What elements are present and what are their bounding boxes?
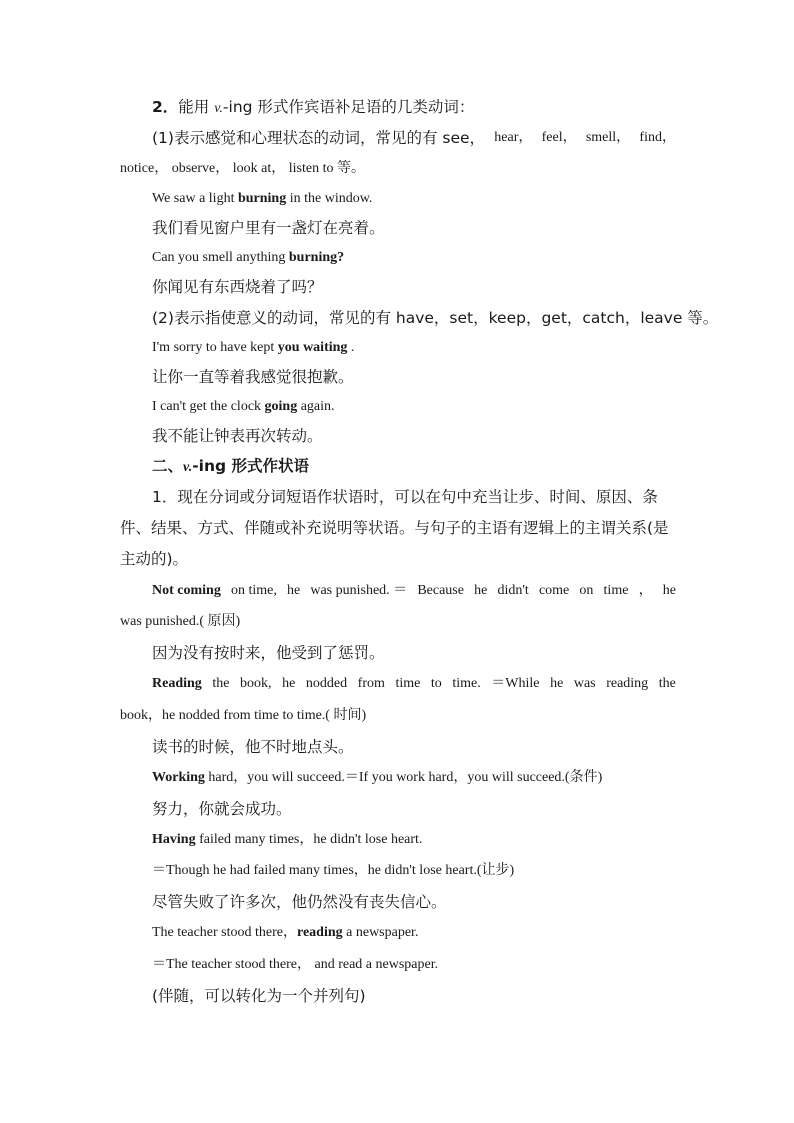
example-3-post: . [347,340,355,355]
heading-2-number: 2． [152,98,179,116]
e5-w8: time [603,583,629,598]
example-1-post: in the window. [286,191,373,206]
example-7-rest: hard，you will succeed.＝If you work hard，you will succeed.(条件) [204,770,603,785]
para-1-line-a [152,128,676,148]
e5-w10: he [662,583,676,598]
e6-w6: to [430,676,442,691]
heading-2-post: -ing 形式作宾语补足语的几类动词： [222,98,475,116]
para-1-seg-2: feel， [541,130,577,145]
example-7-translation: 努力，你就会成功。 [152,800,292,818]
e6-w10: was [573,676,596,691]
e5-w6: come [538,583,570,598]
para-1-seg-3: smell， [585,130,631,145]
example-1-pre: We saw a light [152,191,238,206]
e6-w1: book, [240,676,272,691]
para-1-seg-4: find， [639,130,676,145]
example-6-bold: Reading [152,676,202,691]
e5-w0: on time, [230,583,277,598]
example-1-bold: burning [237,191,287,206]
e6-w0: the [212,676,230,691]
example-3-pre: I'm sorry to have kept [152,340,278,355]
e5-w5: didn't [497,583,529,598]
example-2-translation: 你闻见有东西烧着了吗？ [152,278,323,296]
example-2 [152,248,676,268]
section-heading-v: v. [183,460,193,475]
heading-2-pre: 能用 [178,98,215,116]
example-7 [152,768,676,788]
example-5-line-b: was punished.( 原因) [120,614,241,629]
example-6-line-b: book，he nodded from time to time.( 时间) [120,708,367,723]
example-8-line-b: ＝Though he had failed many times，he didn't lose heart.(让步) [152,863,515,878]
example-4-pre: I can't get the clock [152,399,265,414]
example-9-pre: The teacher stood there， [152,925,297,940]
example-1-translation: 我们看见窗户里有一盏灯在亮着。 [152,219,385,237]
example-6-line-a [152,674,676,694]
e6-w12: the [658,676,676,691]
heading-2-v: v. [214,101,223,116]
e6-w8: ＝While [491,676,540,691]
example-3-bold: you waiting [277,340,348,355]
e6-w11: reading [606,676,649,691]
example-5-bold: Not coming [152,583,221,598]
example-4-bold: going [264,399,298,414]
example-8-rest: failed many times，he didn't lose heart. [195,832,423,847]
example-6-translation: 读书的时候，他不时地点头。 [152,738,354,756]
section-heading-pre: 二、 [152,457,184,475]
heading-2 [152,97,676,119]
example-8-bold: Having [152,832,196,847]
section-1-line-a: 1．现在分词或分词短语作状语时，可以在句中充当让步、时间、原因、条 [152,488,658,506]
example-9-line-b: ＝The teacher stood there， and read a newspaper. [152,957,439,972]
example-2-pre: Can you smell anything [152,250,289,265]
e5-w9: ， [638,583,653,598]
e6-w9: he [550,676,564,691]
section-1-line-c: 主动的)。 [120,550,189,568]
e6-w3: nodded [305,676,348,691]
example-8 [152,830,676,850]
e6-w2: he [282,676,296,691]
e6-w5: time [395,676,421,691]
example-4-post: again. [297,399,335,414]
section-1-line-b: 件、结果、方式、伴随或补充说明等状语。与句子的主语有逻辑上的主谓关系(是 [120,519,669,537]
para-1-seg-1: hear， [494,130,533,145]
e5-w4: he [474,583,488,598]
example-2-bold: burning? [288,250,345,265]
example-4-translation: 我不能让钟表再次转动。 [152,427,323,445]
example-7-bold: Working [152,770,205,785]
example-1 [152,189,676,209]
example-9 [152,923,676,943]
e5-w3: Because [417,583,464,598]
example-9-bold: reading [297,925,343,940]
e5-w2: was punished. ＝ [310,583,408,598]
e5-w1: he [287,583,301,598]
example-4 [152,397,676,417]
section-heading [152,456,676,478]
e6-w4: from [357,676,385,691]
para-2: (2)表示指使意义的动词，常见的有 have，set，keep，get，catch，leave 等。 [152,309,719,327]
example-9-note: (伴随，可以转化为一个并列句) [152,987,366,1005]
example-5-translation: 因为没有按时来，他受到了惩罚。 [152,644,385,662]
example-9-post: a newspaper. [342,925,419,940]
section-heading-post: -ing 形式作状语 [192,457,309,475]
example-3 [152,338,676,358]
example-5-line-a [152,581,676,601]
e6-w7: time. [452,676,481,691]
para-1-seg-0: (1)表示感觉和心理状态的动词，常见的有 see， [152,129,486,147]
example-3-translation: 让你一直等着我感觉很抱歉。 [152,368,354,386]
e5-w7: on [579,583,594,598]
example-8-translation: 尽管失败了许多次，他仍然没有丧失信心。 [152,893,447,911]
para-1-line-b: notice， observe， look at， listen to 等。 [120,161,365,176]
